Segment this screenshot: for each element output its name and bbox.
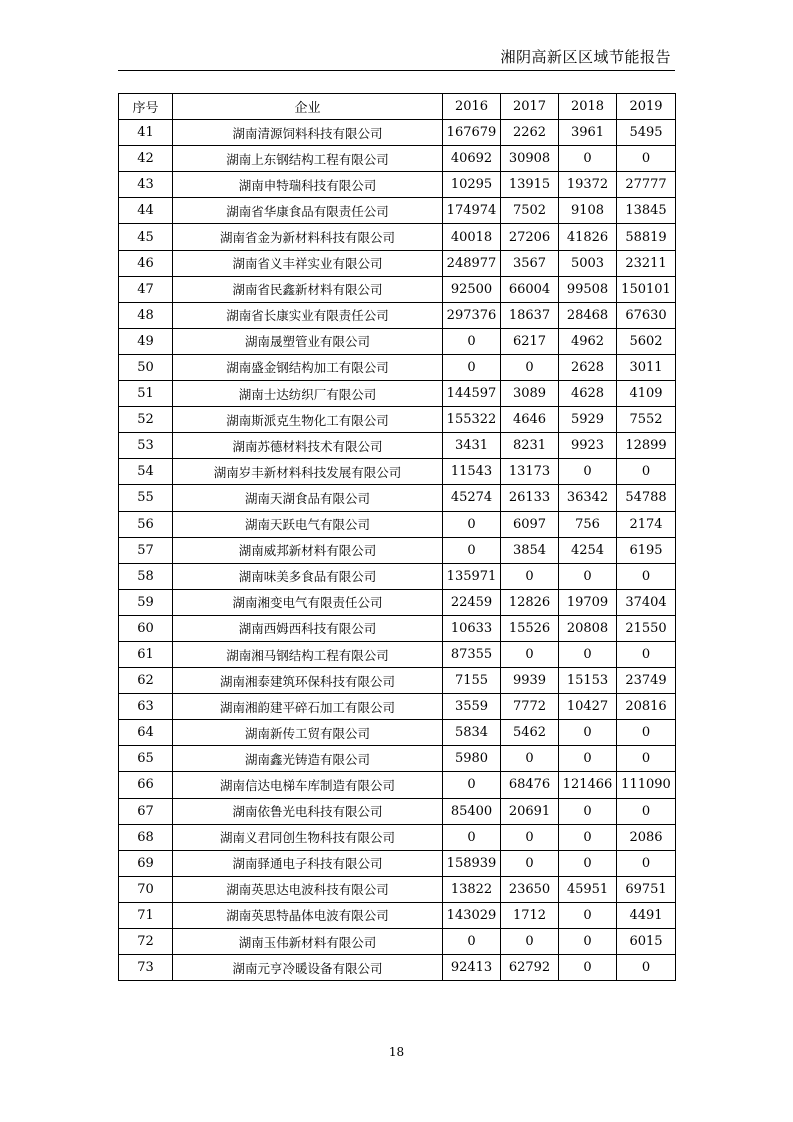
cell-index: 65 xyxy=(119,746,173,772)
cell-2016: 22459 xyxy=(443,589,501,615)
cell-2017: 13915 xyxy=(501,172,559,198)
table-row xyxy=(119,485,676,511)
table-row xyxy=(119,772,676,798)
cell-2016: 40692 xyxy=(443,146,501,172)
cell-enterprise: 湖南上东钢结构工程有限公司 xyxy=(173,146,443,172)
cell-2019: 5495 xyxy=(617,120,676,146)
cell-2018: 9108 xyxy=(559,198,617,224)
cell-2017: 68476 xyxy=(501,772,559,798)
cell-enterprise: 湖南湘变电气有限责任公司 xyxy=(173,589,443,615)
cell-2016: 3431 xyxy=(443,433,501,459)
cell-2018: 0 xyxy=(559,798,617,824)
cell-2017: 66004 xyxy=(501,276,559,302)
cell-2019: 69751 xyxy=(617,876,676,902)
cell-2016: 135971 xyxy=(443,563,501,589)
cell-2018: 0 xyxy=(559,746,617,772)
table-body xyxy=(119,120,676,981)
cell-index: 48 xyxy=(119,302,173,328)
table-row xyxy=(119,381,676,407)
cell-2017: 62792 xyxy=(501,955,559,981)
cell-enterprise: 湖南新传工贸有限公司 xyxy=(173,720,443,746)
cell-enterprise: 湖南鑫光铸造有限公司 xyxy=(173,746,443,772)
cell-2019: 0 xyxy=(617,850,676,876)
cell-2019: 58819 xyxy=(617,224,676,250)
cell-2017: 0 xyxy=(501,929,559,955)
table-row xyxy=(119,224,676,250)
cell-2017: 13173 xyxy=(501,459,559,485)
cell-index: 62 xyxy=(119,668,173,694)
cell-2018: 4962 xyxy=(559,328,617,354)
cell-2018: 20808 xyxy=(559,615,617,641)
cell-2019: 0 xyxy=(617,459,676,485)
column-header-2018: 2018 xyxy=(559,94,617,120)
cell-enterprise: 湖南湘韵建平碎石加工有限公司 xyxy=(173,694,443,720)
cell-2017: 20691 xyxy=(501,798,559,824)
table-row xyxy=(119,511,676,537)
cell-2017: 3854 xyxy=(501,537,559,563)
cell-2018: 45951 xyxy=(559,876,617,902)
cell-2016: 10295 xyxy=(443,172,501,198)
cell-enterprise: 湖南士达纺织厂有限公司 xyxy=(173,381,443,407)
cell-2019: 13845 xyxy=(617,198,676,224)
cell-2018: 0 xyxy=(559,824,617,850)
cell-2017: 18637 xyxy=(501,302,559,328)
table-row xyxy=(119,955,676,981)
table-row xyxy=(119,459,676,485)
table-row xyxy=(119,198,676,224)
cell-index: 67 xyxy=(119,798,173,824)
column-header-2017: 2017 xyxy=(501,94,559,120)
cell-enterprise: 湖南岁丰新材料科技发展有限公司 xyxy=(173,459,443,485)
cell-2017: 7772 xyxy=(501,694,559,720)
table-row xyxy=(119,824,676,850)
cell-2018: 0 xyxy=(559,146,617,172)
cell-index: 64 xyxy=(119,720,173,746)
cell-2016: 0 xyxy=(443,511,501,537)
cell-index: 71 xyxy=(119,902,173,928)
cell-2016: 45274 xyxy=(443,485,501,511)
cell-2019: 6015 xyxy=(617,929,676,955)
cell-2019: 0 xyxy=(617,798,676,824)
cell-2019: 37404 xyxy=(617,589,676,615)
cell-2019: 111090 xyxy=(617,772,676,798)
cell-2016: 40018 xyxy=(443,224,501,250)
cell-index: 54 xyxy=(119,459,173,485)
cell-enterprise: 湖南省华康食品有限责任公司 xyxy=(173,198,443,224)
cell-enterprise: 湖南英思达电波科技有限公司 xyxy=(173,876,443,902)
cell-2017: 30908 xyxy=(501,146,559,172)
cell-2019: 7552 xyxy=(617,407,676,433)
cell-index: 44 xyxy=(119,198,173,224)
cell-2018: 0 xyxy=(559,929,617,955)
cell-index: 56 xyxy=(119,511,173,537)
cell-index: 50 xyxy=(119,354,173,380)
cell-2016: 5834 xyxy=(443,720,501,746)
table-row xyxy=(119,563,676,589)
cell-enterprise: 湖南湘泰建筑环保科技有限公司 xyxy=(173,668,443,694)
cell-2019: 2086 xyxy=(617,824,676,850)
cell-enterprise: 湖南威邦新材料有限公司 xyxy=(173,537,443,563)
cell-2016: 0 xyxy=(443,354,501,380)
page-header-title: 湘阴高新区区域节能报告 xyxy=(500,48,671,66)
cell-2016: 0 xyxy=(443,929,501,955)
cell-enterprise: 湖南盛金钢结构加工有限公司 xyxy=(173,354,443,380)
cell-2016: 144597 xyxy=(443,381,501,407)
cell-2018: 0 xyxy=(559,955,617,981)
cell-2018: 19372 xyxy=(559,172,617,198)
table-row xyxy=(119,146,676,172)
cell-enterprise: 湖南斯派克生物化工有限公司 xyxy=(173,407,443,433)
cell-2019: 0 xyxy=(617,955,676,981)
cell-enterprise: 湖南省民鑫新材料有限公司 xyxy=(173,276,443,302)
table-row xyxy=(119,876,676,902)
table-row xyxy=(119,902,676,928)
cell-enterprise: 湖南省长康实业有限责任公司 xyxy=(173,302,443,328)
cell-index: 72 xyxy=(119,929,173,955)
cell-2019: 6195 xyxy=(617,537,676,563)
cell-2019: 54788 xyxy=(617,485,676,511)
cell-index: 70 xyxy=(119,876,173,902)
cell-2018: 0 xyxy=(559,902,617,928)
cell-2018: 15153 xyxy=(559,668,617,694)
cell-2017: 6217 xyxy=(501,328,559,354)
cell-index: 47 xyxy=(119,276,173,302)
cell-index: 68 xyxy=(119,824,173,850)
cell-index: 49 xyxy=(119,328,173,354)
cell-enterprise: 湖南苏德材料技术有限公司 xyxy=(173,433,443,459)
cell-enterprise: 湖南天湖食品有限公司 xyxy=(173,485,443,511)
cell-2017: 0 xyxy=(501,641,559,667)
cell-2018: 3961 xyxy=(559,120,617,146)
cell-2018: 10427 xyxy=(559,694,617,720)
cell-enterprise: 湖南西姆西科技有限公司 xyxy=(173,615,443,641)
cell-enterprise: 湖南义君同创生物科技有限公司 xyxy=(173,824,443,850)
cell-enterprise: 湖南省金为新材料科技有限公司 xyxy=(173,224,443,250)
cell-2019: 5602 xyxy=(617,328,676,354)
cell-2017: 0 xyxy=(501,563,559,589)
cell-2018: 19709 xyxy=(559,589,617,615)
cell-enterprise: 湖南味美多食品有限公司 xyxy=(173,563,443,589)
cell-2016: 0 xyxy=(443,328,501,354)
cell-2017: 8231 xyxy=(501,433,559,459)
cell-2018: 4254 xyxy=(559,537,617,563)
cell-index: 46 xyxy=(119,250,173,276)
cell-2018: 41826 xyxy=(559,224,617,250)
column-header-2019: 2019 xyxy=(617,94,676,120)
cell-enterprise: 湖南驿通电子科技有限公司 xyxy=(173,850,443,876)
cell-index: 41 xyxy=(119,120,173,146)
cell-2019: 0 xyxy=(617,641,676,667)
cell-2019: 12899 xyxy=(617,433,676,459)
cell-2019: 4491 xyxy=(617,902,676,928)
cell-2017: 3089 xyxy=(501,381,559,407)
cell-2017: 1712 xyxy=(501,902,559,928)
cell-2018: 5929 xyxy=(559,407,617,433)
cell-2017: 2262 xyxy=(501,120,559,146)
cell-2017: 0 xyxy=(501,824,559,850)
cell-2017: 5462 xyxy=(501,720,559,746)
column-header-index: 序号 xyxy=(119,94,173,120)
cell-index: 66 xyxy=(119,772,173,798)
cell-2016: 248977 xyxy=(443,250,501,276)
cell-2018: 0 xyxy=(559,641,617,667)
column-header-enterprise: 企业 xyxy=(173,94,443,120)
cell-2019: 4109 xyxy=(617,381,676,407)
cell-2019: 67630 xyxy=(617,302,676,328)
cell-2017: 7502 xyxy=(501,198,559,224)
table-row xyxy=(119,615,676,641)
table-row xyxy=(119,720,676,746)
cell-enterprise: 湖南英思特晶体电波有限公司 xyxy=(173,902,443,928)
cell-2018: 9923 xyxy=(559,433,617,459)
cell-2018: 99508 xyxy=(559,276,617,302)
cell-enterprise: 湖南申特瑞科技有限公司 xyxy=(173,172,443,198)
cell-enterprise: 湖南信达电梯车库制造有限公司 xyxy=(173,772,443,798)
table-row xyxy=(119,641,676,667)
cell-2018: 36342 xyxy=(559,485,617,511)
cell-2017: 4646 xyxy=(501,407,559,433)
cell-2018: 28468 xyxy=(559,302,617,328)
table-row xyxy=(119,537,676,563)
cell-2017: 0 xyxy=(501,850,559,876)
cell-2017: 12826 xyxy=(501,589,559,615)
cell-2019: 23749 xyxy=(617,668,676,694)
cell-2018: 5003 xyxy=(559,250,617,276)
cell-2018: 0 xyxy=(559,720,617,746)
cell-2018: 4628 xyxy=(559,381,617,407)
table-row xyxy=(119,589,676,615)
cell-2016: 10633 xyxy=(443,615,501,641)
cell-2017: 23650 xyxy=(501,876,559,902)
cell-2018: 756 xyxy=(559,511,617,537)
cell-2017: 26133 xyxy=(501,485,559,511)
cell-2016: 0 xyxy=(443,772,501,798)
cell-2019: 150101 xyxy=(617,276,676,302)
cell-2019: 0 xyxy=(617,720,676,746)
cell-index: 61 xyxy=(119,641,173,667)
cell-2016: 174974 xyxy=(443,198,501,224)
cell-2016: 5980 xyxy=(443,746,501,772)
table-row xyxy=(119,354,676,380)
cell-2018: 121466 xyxy=(559,772,617,798)
cell-2018: 0 xyxy=(559,563,617,589)
cell-enterprise: 湖南依鲁光电科技有限公司 xyxy=(173,798,443,824)
enterprise-energy-table xyxy=(118,93,676,981)
table-row xyxy=(119,120,676,146)
table-row xyxy=(119,694,676,720)
cell-index: 63 xyxy=(119,694,173,720)
table-row xyxy=(119,250,676,276)
table-row xyxy=(119,276,676,302)
cell-2016: 92500 xyxy=(443,276,501,302)
cell-2018: 0 xyxy=(559,459,617,485)
table-row xyxy=(119,302,676,328)
cell-2016: 167679 xyxy=(443,120,501,146)
cell-2019: 23211 xyxy=(617,250,676,276)
cell-2017: 9939 xyxy=(501,668,559,694)
column-header-2016: 2016 xyxy=(443,94,501,120)
table-row xyxy=(119,929,676,955)
cell-2018: 2628 xyxy=(559,354,617,380)
table-row xyxy=(119,328,676,354)
table-header-row xyxy=(119,94,676,120)
table-row xyxy=(119,668,676,694)
table-row xyxy=(119,850,676,876)
cell-2019: 0 xyxy=(617,563,676,589)
table-row xyxy=(119,172,676,198)
cell-index: 55 xyxy=(119,485,173,511)
cell-enterprise: 湖南湘马钢结构工程有限公司 xyxy=(173,641,443,667)
cell-index: 52 xyxy=(119,407,173,433)
cell-2019: 20816 xyxy=(617,694,676,720)
cell-index: 73 xyxy=(119,955,173,981)
cell-index: 57 xyxy=(119,537,173,563)
cell-2017: 6097 xyxy=(501,511,559,537)
cell-2019: 21550 xyxy=(617,615,676,641)
cell-enterprise: 湖南天跃电气有限公司 xyxy=(173,511,443,537)
cell-enterprise: 湖南晟塑管业有限公司 xyxy=(173,328,443,354)
cell-2019: 27777 xyxy=(617,172,676,198)
table-row xyxy=(119,407,676,433)
cell-2018: 0 xyxy=(559,850,617,876)
cell-2016: 87355 xyxy=(443,641,501,667)
cell-index: 45 xyxy=(119,224,173,250)
cell-2017: 27206 xyxy=(501,224,559,250)
table-row xyxy=(119,433,676,459)
cell-enterprise: 湖南清源饲料科技有限公司 xyxy=(173,120,443,146)
cell-2016: 13822 xyxy=(443,876,501,902)
cell-2019: 0 xyxy=(617,746,676,772)
cell-2016: 7155 xyxy=(443,668,501,694)
cell-2019: 0 xyxy=(617,146,676,172)
cell-2016: 0 xyxy=(443,537,501,563)
table-row xyxy=(119,746,676,772)
cell-2019: 2174 xyxy=(617,511,676,537)
page-number: 18 xyxy=(388,1045,405,1059)
cell-enterprise: 湖南省义丰祥实业有限公司 xyxy=(173,250,443,276)
cell-index: 51 xyxy=(119,381,173,407)
cell-2016: 3559 xyxy=(443,694,501,720)
cell-2016: 92413 xyxy=(443,955,501,981)
cell-index: 60 xyxy=(119,615,173,641)
cell-2016: 0 xyxy=(443,824,501,850)
cell-2016: 143029 xyxy=(443,902,501,928)
cell-2017: 3567 xyxy=(501,250,559,276)
cell-2016: 11543 xyxy=(443,459,501,485)
cell-2016: 155322 xyxy=(443,407,501,433)
cell-2019: 3011 xyxy=(617,354,676,380)
cell-enterprise: 湖南玉伟新材料有限公司 xyxy=(173,929,443,955)
header-divider xyxy=(118,70,675,71)
cell-index: 58 xyxy=(119,563,173,589)
cell-index: 69 xyxy=(119,850,173,876)
cell-2016: 297376 xyxy=(443,302,501,328)
cell-2016: 85400 xyxy=(443,798,501,824)
cell-2016: 158939 xyxy=(443,850,501,876)
cell-index: 43 xyxy=(119,172,173,198)
cell-index: 53 xyxy=(119,433,173,459)
cell-index: 59 xyxy=(119,589,173,615)
cell-2017: 0 xyxy=(501,746,559,772)
cell-index: 42 xyxy=(119,146,173,172)
table-row xyxy=(119,798,676,824)
cell-enterprise: 湖南元亨冷暖设备有限公司 xyxy=(173,955,443,981)
cell-2017: 15526 xyxy=(501,615,559,641)
cell-2017: 0 xyxy=(501,354,559,380)
